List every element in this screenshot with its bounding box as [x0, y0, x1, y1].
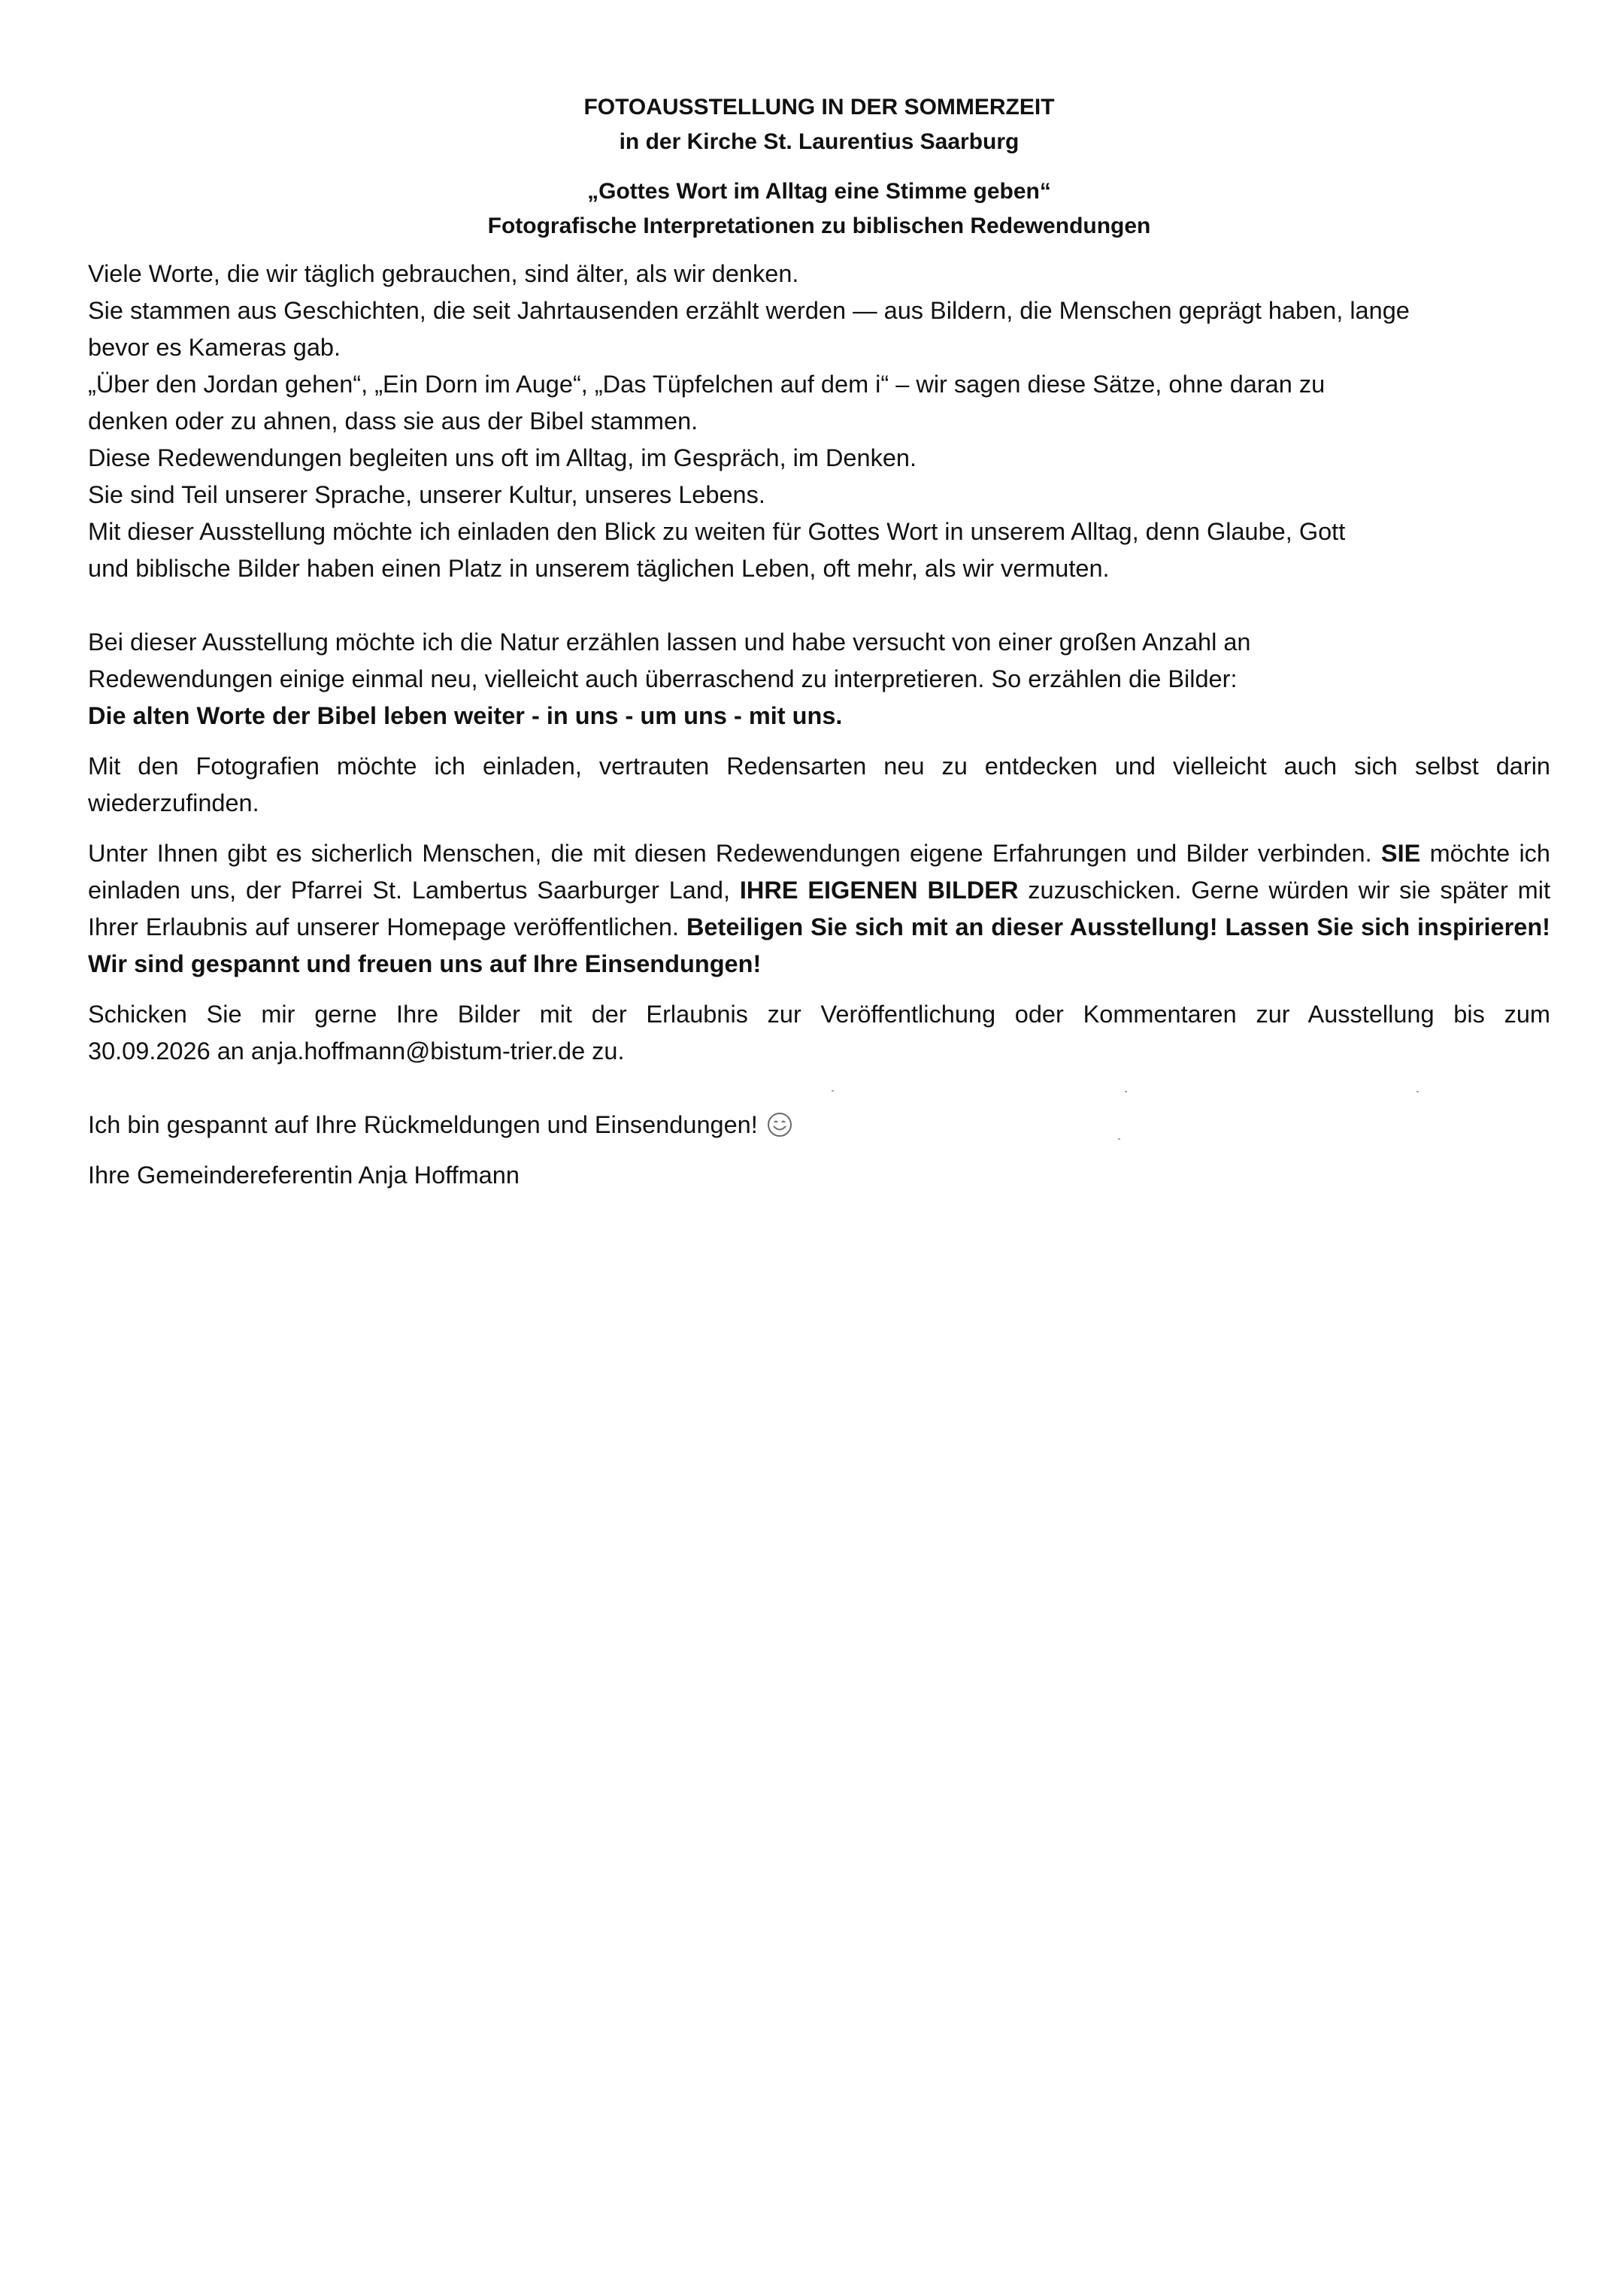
- submission-deadline-email: 30.09.2026 an anja.hoffmann@bistum-trier.de zu.: [88, 1037, 625, 1065]
- intro-line: Viele Worte, die wir täglich gebrauchen, sind älter, als wir denken.: [88, 260, 799, 287]
- scan-speck: [1416, 1091, 1419, 1092]
- nature-paragraph: [88, 624, 1550, 735]
- photos-paragraph: Mit den Fotografien möchte ich einladen, vertrauten Redensarten neu zu entdecken und vielleicht auch sich selbst darin wiederzufinden.: [88, 753, 1550, 816]
- exhibition-subtitle: Fotografische Interpretationen zu biblischen Redewendungen: [487, 214, 1151, 238]
- intro-line: Sie stammen aus Geschichten, die seit Jahrtausenden erzählt werden — aus Bildern, die Menschen geprägt haben, lange: [88, 297, 1410, 324]
- exhibition-title: FOTOAUSSTELLUNG IN DER SOMMERZEIT: [583, 95, 1055, 120]
- exhibition-location: in der Kirche St. Laurentius Saarburg: [619, 129, 1020, 154]
- bible-words-statement: Die alten Worte der Bibel leben weiter - in uns - um uns - mit uns.: [88, 702, 843, 729]
- scan-speck: [1125, 1091, 1127, 1092]
- scan-speck: [1118, 1138, 1120, 1140]
- exhibition-motto: „Gottes Wort im Alltag eine Stimme geben“: [587, 179, 1051, 204]
- submission-paragraph: [88, 996, 1550, 1070]
- feedback-text: Ich bin gespannt auf Ihre Rückmeldungen und Einsendungen!: [88, 1111, 758, 1138]
- intro-line: Sie sind Teil unserer Sprache, unserer Kultur, unseres Lebens.: [88, 481, 765, 508]
- intro-line: denken oder zu ahnen, dass sie aus der Bibel stammen.: [88, 407, 698, 435]
- invitation-text: Unter Ihnen gibt es sicherlich Menschen, die mit diesen Redewendungen eigene Erfahrungen und Bilder verbinden.: [88, 840, 1381, 867]
- document-header: [88, 90, 1550, 244]
- invitation-paragraph: [88, 835, 1550, 983]
- nature-line: Bei dieser Ausstellung möchte ich die Natur erzählen lassen und habe versucht von einer großen Anzahl an: [88, 629, 1251, 656]
- invitation-call-to-action: Beteiligen Sie sich mit an dieser Ausstellung! Lassen Sie sich inspirieren! Wir sind gespannt und freuen uns auf Ihre Einsendungen!: [88, 913, 1550, 977]
- smiling-face-icon: [767, 1112, 792, 1137]
- invitation-emphasis-own-pictures: IHRE EIGENEN BILDER: [739, 877, 1019, 904]
- feedback-line: [88, 1107, 1550, 1143]
- scan-speck: [832, 1090, 834, 1092]
- invitation-text: möchte ich einladen uns, der Pfarrei St. Lambertus Saarburger Land,: [88, 840, 1550, 904]
- intro-line: „Über den Jordan gehen“, „Ein Dorn im Auge“, „Das Tüpfelchen auf dem i“ – wir sagen diese Sätze, ohne daran zu: [88, 371, 1326, 398]
- intro-line: bevor es Kameras gab.: [88, 334, 341, 361]
- document-content: [88, 90, 1550, 1194]
- intro-line: und biblische Bilder haben einen Platz in unserem täglichen Leben, oft mehr, als wir vermuten.: [88, 555, 1110, 582]
- intro-line: Diese Redewendungen begleiten uns oft im Alltag, im Gespräch, im Denken.: [88, 444, 917, 471]
- submission-line: Schicken Sie mir gerne Ihre Bilder mit der Erlaubnis zur Veröffentlichung oder Kommentaren zur Ausstellung bis zum: [88, 1001, 1550, 1028]
- invitation-text: zuzuschicken. Gerne würden wir sie später mit Ihrer Erlaubnis auf unserer Homepage veröffentlichen.: [88, 877, 1550, 941]
- nature-line: Redewendungen einige einmal neu, vielleicht auch überraschend zu interpretieren. So erzählen die Bilder:: [88, 665, 1238, 692]
- intro-line: Mit dieser Ausstellung möchte ich einladen den Blick zu weiten für Gottes Wort in unserem Alltag, denn Glaube, Gott: [88, 518, 1346, 545]
- intro-paragraph: [88, 256, 1550, 587]
- signature: Ihre Gemeindereferentin Anja Hoffmann: [88, 1162, 520, 1189]
- invitation-emphasis-sie: SIE: [1380, 840, 1421, 867]
